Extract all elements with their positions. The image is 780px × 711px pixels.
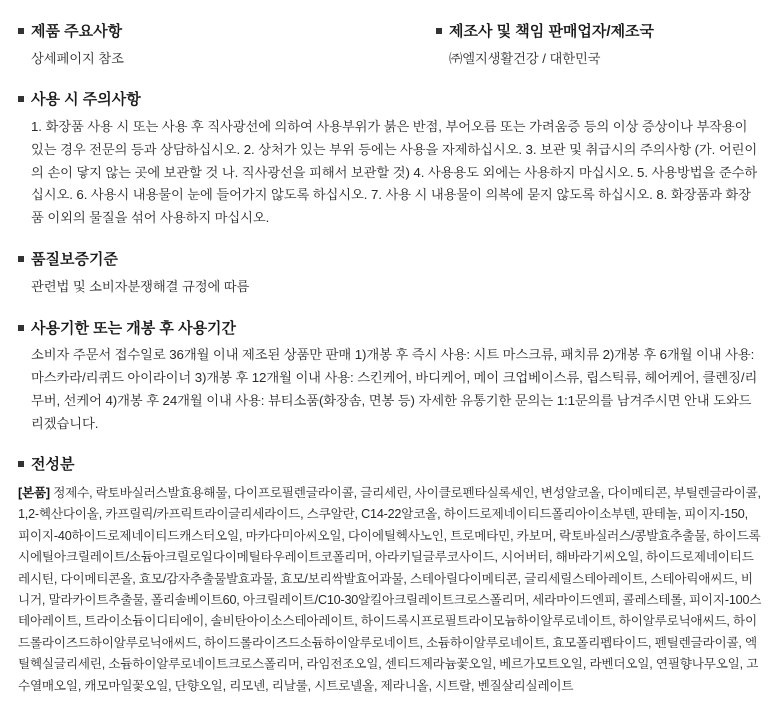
section-product-highlights <box>18 22 390 70</box>
square-bullet-icon <box>18 96 24 102</box>
ingredients-label: [본품] <box>18 485 50 500</box>
section-manufacturer <box>390 22 762 70</box>
section-body: ㈜엘지생활건강 / 대한민국 <box>449 50 601 66</box>
section-title: 전성분 <box>31 456 75 474</box>
section-title: 사용 시 주의사항 <box>31 91 141 109</box>
square-bullet-icon <box>18 28 24 34</box>
section-expiration <box>18 319 762 436</box>
section-precautions <box>18 90 762 230</box>
section-title: 사용기한 또는 개봉 후 사용기간 <box>31 319 237 337</box>
section-title: 제품 주요사항 <box>31 23 123 40</box>
square-bullet-icon <box>18 256 24 262</box>
section-body: 소비자 주문서 접수일로 36개월 이내 제조된 상품만 판매 1)개봉 후 즉시 사용: 시트 마스크류, 패치류 2)개봉 후 6개월 이내 사용: 마스카라/리퀴드 아이라이너 3)개봉 후 12개월 이내 사용: 스킨케어, 바디케어, 메이 크업베이스류, 립스틱류, 헤어케어, 클렌징/리무버, 선케어 4)개봉 후 24개월 이내 사용: 뷰티소품(화장솜, 면봉 등) 자세한 유통기한 문의는 1:1문의를 남겨주시면 안내 도와드리겠습니다. <box>31 347 758 431</box>
section-heading <box>436 22 762 42</box>
section-heading <box>18 455 762 475</box>
section-body: 관련법 및 소비자분쟁해결 규정에 따름 <box>31 278 250 294</box>
top-two-column-row <box>18 22 762 70</box>
section-ingredients <box>18 455 762 697</box>
section-body: 상세페이지 참조 <box>31 50 124 66</box>
section-body: 1. 화장품 사용 시 또는 사용 후 직사광선에 의하여 사용부위가 붉은 반점, 부어오름 또는 가려움증 등의 이상 증상이나 부작용이 있는 경우 전문의 등과 상담하십시오. 2. 상처가 있는 부위 등에는 사용을 자제하십시오. 3. 보관 및 취급시의 주의사항 (가. 어린이의 손이 닿지 않는 곳에 보관할 것 나. 직사광선을 피해서 보관할 것) 4. 사용용도 외에는 사용하지 마십시오. 5. 사용방법을 준수하십시오. 6. 사용시 내용물이 눈에 들어가지 않도록 하십시오. 7. 사용 시 내용물이 의복에 묻지 않도록 하십시오. 8. 화장품과 화장품 이외의 물질을 섞어 사용하지 마십시오. <box>31 118 758 226</box>
square-bullet-icon <box>18 461 24 467</box>
ingredients-text: 정제수, 락토바실러스발효용해물, 다이프로필렌글라이콜, 글리세린, 사이클로펜타실록세인, 변성알코올, 다이메티콘, 부틸렌글라이콜, 1,2-헥산다이올, 카프릴릭/카프릭트라이글리세라이드, 스쿠알란, C14-22알코올, 하이드로제네이티드폴리아이소부텐, 판테놀, 피이지-150, 피이지-40하이드로제네이티드캐스터오일, 마카다미아씨오일, 다이에틸헥사노인, 트로메타민, 카보머, 락토바실러스/콩발효추출물, 하이드록시에틸아크릴레이트/소듐아크릴로일다이메틸타우레이트코폴리머, 아라키딜글루코사이드, 시어버터, 해바라기씨오일, 하이드로제네이티드레시틴, 다이메티콘올, 효모/감자추출물발효과물, 효모/보리싹발효어과물, 스테아릴다이메티콘, 글리세릴스테아레이트, 스테아릭애씨드, 비니거, 말라카이트추출물, 폴리솔베이트60, 아크릴레이트/C10-30알킬아크릴레이트크로스폴리머, 세라마이드엔피, 콜레스테롤, 피이지-100스테아레이트, 트라이소듐이디티에이, 솔비탄아이소스테아레이트, 하이드록시프로필트라이모늄하이알루로네이트, 하이알루로닉애씨드, 하이드롤라이즈드하이알루로닉애씨드, 하이드롤라이즈드소듐하이알루로네이트, 소듐하이알루로네이트, 효모폴리펩타이드, 펜틸렌글라이콜, 엑틸헥실글리세린, 소듐하이알루로네이트크로스폴리머, 라임전조오일, 센티드제라늄꽃오일, 베르가모트오일, 라벤더오일, 연필향나무오일, 고수열매오일, 캐모마일꽃오일, 단향오일, 리모넨, 리날룰, 시트로넬올, 제라니올, 시트랄, 벤질살리실레이트 <box>18 485 762 693</box>
section-heading <box>18 250 762 270</box>
section-title: 품질보증기준 <box>31 251 118 269</box>
ingredients-body <box>18 483 762 697</box>
section-heading <box>18 90 762 110</box>
square-bullet-icon <box>18 325 24 331</box>
section-heading <box>18 22 390 42</box>
section-heading <box>18 319 762 339</box>
section-title: 제조사 및 책임 판매업자/제조국 <box>449 23 655 40</box>
section-quality-guarantee <box>18 250 762 298</box>
square-bullet-icon <box>436 28 442 34</box>
